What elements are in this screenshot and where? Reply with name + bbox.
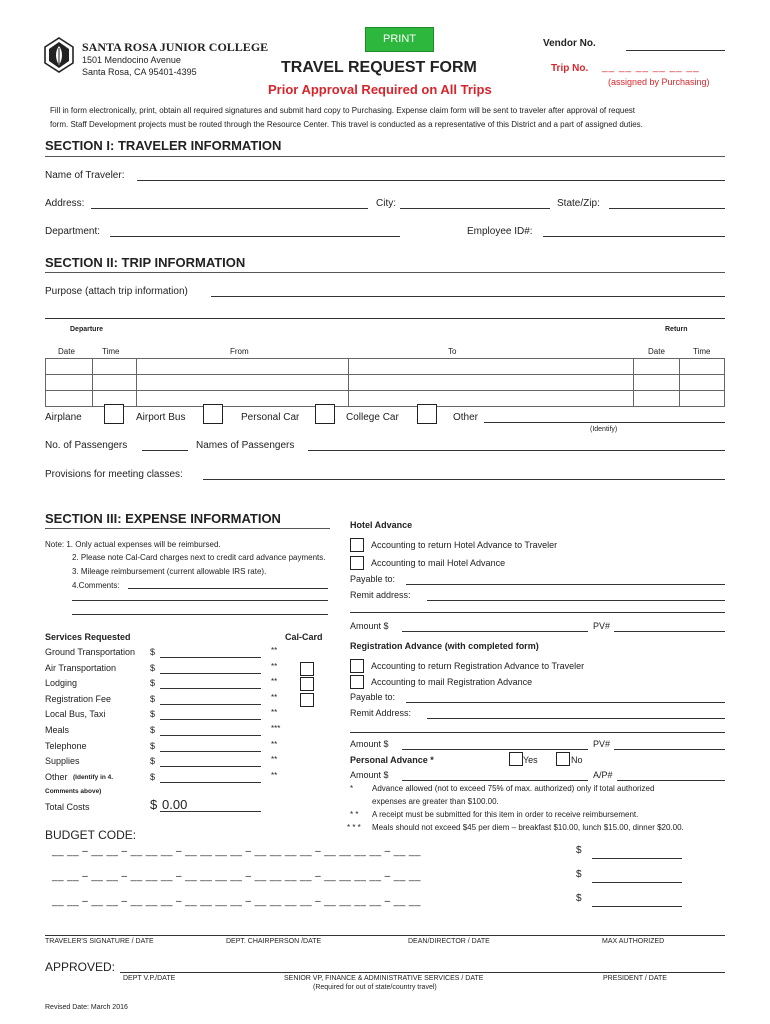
section1-title: SECTION I: TRAVELER INFORMATION xyxy=(45,138,282,153)
service-amount-field[interactable] xyxy=(160,735,261,736)
personal-ap-label: A/P# xyxy=(593,770,613,780)
senior-vp-signature-label: SENIOR VP, FINANCE & ADMINISTRATIVE SERVICES / DATE xyxy=(284,975,484,982)
hotel-payable-field[interactable] xyxy=(406,584,725,585)
section3-divider xyxy=(45,528,330,529)
section2-title: SECTION II: TRIP INFORMATION xyxy=(45,255,246,270)
col-date-depart: Date xyxy=(58,347,75,356)
table-cell[interactable] xyxy=(92,375,137,391)
traveler-signature-label: TRAVELER'S SIGNATURE / DATE xyxy=(45,938,154,945)
required-note: (Required for out of state/country travel) xyxy=(313,984,437,991)
table-cell[interactable] xyxy=(92,359,137,375)
total-costs-label: Total Costs xyxy=(45,802,90,812)
service-amount-field[interactable] xyxy=(160,704,261,705)
personal-advance-yes-label: Yes xyxy=(523,755,538,765)
president-signature-label: PRESIDENT / DATE xyxy=(603,975,667,982)
footnote-3: Meals should not exceed $45 per diem – breakfast $10.00, lunch $15.00, dinner $20.00. xyxy=(372,823,684,832)
note-2: 2. Please note Cal-Card charges next to credit card advance payments. xyxy=(72,553,326,562)
hotel-remit-field[interactable] xyxy=(427,600,725,601)
trip-number-field[interactable]: __ __ __ __ __ __ xyxy=(602,62,700,73)
personal-ap-field[interactable] xyxy=(617,780,725,781)
table-cell[interactable] xyxy=(137,375,348,391)
hotel-pv-label: PV# xyxy=(593,621,611,631)
table-cell[interactable] xyxy=(633,391,680,407)
table-cell[interactable] xyxy=(680,375,725,391)
identify-note: (Identify) xyxy=(590,426,618,433)
intro-line2: form. Staff Development projects must be routed through the Resource Center. This travel is conducted as a representative of this District and a part of assigned duties. xyxy=(50,120,643,129)
dean-signature-label: DEAN/DIRECTOR / DATE xyxy=(408,938,490,945)
purpose-field-line2[interactable] xyxy=(45,318,725,319)
hotel-pv-field[interactable] xyxy=(614,631,725,632)
comments-field-line2[interactable] xyxy=(72,600,328,601)
max-authorized-label: MAX AUTHORIZED xyxy=(602,938,665,945)
registration-mail-label: Accounting to mail Registration Advance xyxy=(371,677,533,687)
calcard-checkbox[interactable] xyxy=(300,693,314,707)
registration-pv-field[interactable] xyxy=(614,749,725,750)
hotel-remit-label: Remit address: xyxy=(350,590,411,600)
budget-amount-field-1[interactable] xyxy=(592,858,682,859)
col-date-return: Date xyxy=(648,347,665,356)
footnote-1-line1: Advance allowed (not to exceed 75% of max. authorized) only if total authorized xyxy=(372,784,655,793)
registration-pv-label: PV# xyxy=(593,739,611,749)
dept-vp-signature-label: DEPT V.P./DATE xyxy=(123,975,176,982)
table-cell[interactable] xyxy=(46,375,93,391)
comments-field[interactable] xyxy=(128,588,328,589)
service-footnote-mark: ** xyxy=(271,740,278,749)
budget-code-row-2[interactable]: __ __ – __ __ – __ __ __ – __ __ __ __ – __ __ __ __ – __ __ __ __ – __ __ xyxy=(52,871,421,882)
print-button[interactable]: PRINT xyxy=(365,27,434,52)
service-amount-field[interactable] xyxy=(160,751,261,752)
note-1: Note: 1. Only actual expenses will be reimbursed. xyxy=(45,540,221,549)
budget-dollar-2: $ xyxy=(576,869,582,880)
trip-assigned-note: (assigned by Purchasing) xyxy=(608,77,710,87)
service-label: Telephone xyxy=(45,741,87,751)
registration-payable-field[interactable] xyxy=(406,702,725,703)
section3-title: SECTION III: EXPENSE INFORMATION xyxy=(45,511,281,526)
intro-line1: Fill in form electronically, print, obtain all required signatures and submit hard copy to Purchasing. Expense claim form will be sent to traveler after approval of request xyxy=(50,106,636,115)
budget-code-label: BUDGET CODE: xyxy=(45,828,137,842)
other-label: Other xyxy=(453,412,479,423)
comments-field-line3[interactable] xyxy=(72,614,328,615)
service-dollar-sign: $ xyxy=(150,678,156,688)
service-amount-field[interactable] xyxy=(160,657,261,658)
signature-line-2[interactable] xyxy=(120,972,725,973)
college-name: SANTA ROSA JUNIOR COLLEGE xyxy=(82,40,269,54)
hotel-mail-label: Accounting to mail Hotel Advance xyxy=(371,558,506,568)
service-amount-field[interactable] xyxy=(160,688,261,689)
provisions-field[interactable] xyxy=(203,479,725,480)
service-footnote-mark: ** xyxy=(271,755,278,764)
service-amount-field[interactable] xyxy=(160,766,261,767)
other-transport-field[interactable] xyxy=(484,422,725,423)
service-footnote-mark: ** xyxy=(271,646,278,655)
departure-header: Departure xyxy=(70,326,104,333)
service-footnote-mark: ** xyxy=(271,662,278,671)
footnote-1-mark: * xyxy=(350,784,354,793)
registration-remit-field[interactable] xyxy=(427,718,725,719)
service-footnote-mark: *** xyxy=(271,724,281,733)
total-dollar-sign: $ xyxy=(150,797,158,812)
table-cell[interactable] xyxy=(348,359,633,375)
service-label: Ground Transportation xyxy=(45,647,136,657)
budget-amount-field-3[interactable] xyxy=(592,906,682,907)
signature-line-1[interactable] xyxy=(45,935,725,936)
employee-id-field[interactable] xyxy=(543,236,725,237)
form-subtitle: Prior Approval Required on All Trips xyxy=(268,82,492,97)
hotel-remit-field-line2[interactable] xyxy=(350,612,725,613)
service-dollar-sign: $ xyxy=(150,709,156,719)
section1-divider xyxy=(45,156,725,157)
table-cell[interactable] xyxy=(137,359,348,375)
table-row xyxy=(46,375,725,391)
college-seal-icon xyxy=(44,37,74,73)
footnote-3-mark: * * * xyxy=(347,823,361,832)
city-field[interactable] xyxy=(400,208,550,209)
college-address-line1: 1501 Mendocino Avenue xyxy=(82,55,181,65)
personal-amount-label: Amount $ xyxy=(350,770,389,780)
table-cell[interactable] xyxy=(633,375,680,391)
hotel-advance-header: Hotel Advance xyxy=(350,520,413,530)
table-cell[interactable] xyxy=(633,359,680,375)
hotel-mail-checkbox[interactable] xyxy=(350,556,364,570)
registration-remit-label: Remit Address: xyxy=(350,708,412,718)
hotel-amount-field[interactable] xyxy=(402,631,588,632)
comments-above-note: Comments above) xyxy=(45,788,102,795)
college-address-line2: Santa Rosa, CA 95401-4395 xyxy=(82,67,197,77)
department-label: Department: xyxy=(45,226,101,237)
footnote-1-line2: expenses are greater than $100.00. xyxy=(372,797,499,806)
service-dollar-sign: $ xyxy=(150,647,156,657)
services-header: Services Requested xyxy=(45,632,131,642)
chairperson-signature-label: DEPT. CHAIRPERSON /DATE xyxy=(226,938,322,945)
personal-car-label: Personal Car xyxy=(241,412,300,423)
col-to: To xyxy=(448,347,457,356)
table-row xyxy=(46,391,725,407)
airplane-checkbox[interactable] xyxy=(104,404,124,424)
state-label: State/Zip: xyxy=(557,198,600,209)
table-cell[interactable] xyxy=(46,391,93,407)
service-dollar-sign: $ xyxy=(150,741,156,751)
purpose-label: Purpose (attach trip information) xyxy=(45,286,188,297)
service-dollar-sign: $ xyxy=(150,663,156,673)
total-costs-field[interactable] xyxy=(160,811,261,812)
approved-label: APPROVED: xyxy=(45,960,116,974)
registration-advance-header: Registration Advance (with completed form) xyxy=(350,641,539,651)
personal-advance-yes-checkbox[interactable] xyxy=(509,752,523,766)
passenger-names-field[interactable] xyxy=(308,450,725,451)
service-amount-field[interactable] xyxy=(160,673,261,674)
note-3: 3. Mileage reimbursement (current allowable IRS rate). xyxy=(72,567,267,576)
airport-bus-checkbox[interactable] xyxy=(203,404,223,424)
trip-label: Trip No. xyxy=(551,63,589,74)
return-header: Return xyxy=(665,326,688,333)
address-field[interactable] xyxy=(91,208,368,209)
table-cell[interactable] xyxy=(46,359,93,375)
name-field[interactable] xyxy=(137,180,725,181)
personal-advance-no-label: No xyxy=(571,755,583,765)
other-identify-note: (Identify in 4. xyxy=(73,774,114,781)
registration-remit-field-line2[interactable] xyxy=(350,732,725,733)
service-footnote-mark: ** xyxy=(271,708,278,717)
note-4: 4.Comments: xyxy=(72,581,120,590)
footnote-2-mark: * * xyxy=(350,810,359,819)
budget-code-row-1[interactable]: __ __ – __ __ – __ __ __ – __ __ __ __ – __ __ __ __ – __ __ __ __ – __ __ xyxy=(52,846,421,857)
service-footnote-mark: ** xyxy=(271,693,278,702)
state-zip-field[interactable] xyxy=(609,208,725,209)
section2-divider xyxy=(45,272,725,273)
service-label: Air Transportation xyxy=(45,663,117,673)
calcard-checkbox[interactable] xyxy=(300,677,314,691)
airplane-label: Airplane xyxy=(45,412,82,423)
registration-return-label: Accounting to return Registration Advance to Traveler xyxy=(371,661,585,671)
service-amount-field[interactable] xyxy=(160,719,261,720)
college-car-label: College Car xyxy=(346,412,399,423)
budget-dollar-1: $ xyxy=(576,845,582,856)
col-time-return: Time xyxy=(693,347,711,356)
table-cell[interactable] xyxy=(680,391,725,407)
personal-advance-no-checkbox[interactable] xyxy=(556,752,570,766)
personal-advance-label: Personal Advance * xyxy=(350,755,434,765)
registration-return-checkbox[interactable] xyxy=(350,659,364,673)
service-label: Local Bus, Taxi xyxy=(45,709,106,719)
col-time-depart: Time xyxy=(102,347,120,356)
employee-id-label: Employee ID#: xyxy=(467,226,533,237)
personal-amount-field[interactable] xyxy=(402,780,588,781)
passengers-count-field[interactable] xyxy=(142,450,188,451)
table-cell[interactable] xyxy=(680,359,725,375)
registration-payable-label: Payable to: xyxy=(350,692,396,702)
department-field[interactable] xyxy=(110,236,400,237)
service-label: Supplies xyxy=(45,756,80,766)
table-cell[interactable] xyxy=(348,391,633,407)
service-dollar-sign: $ xyxy=(150,694,156,704)
budget-dollar-3: $ xyxy=(576,893,582,904)
service-label: Registration Fee xyxy=(45,694,112,704)
service-dollar-sign: $ xyxy=(150,756,156,766)
service-label: Meals xyxy=(45,725,70,735)
hotel-payable-label: Payable to: xyxy=(350,574,396,584)
form-title: TRAVEL REQUEST FORM xyxy=(281,59,477,76)
calcard-checkbox[interactable] xyxy=(300,662,314,676)
budget-amount-field-2[interactable] xyxy=(592,882,682,883)
passengers-label: No. of Passengers xyxy=(45,440,128,451)
total-costs-value: 0.00 xyxy=(162,797,188,812)
hotel-return-label: Accounting to return Hotel Advance to Traveler xyxy=(371,540,558,550)
personal-car-checkbox[interactable] xyxy=(315,404,335,424)
service-label: Other xyxy=(45,772,68,782)
passenger-names-label: Names of Passengers xyxy=(196,440,295,451)
airport-bus-label: Airport Bus xyxy=(136,412,186,423)
col-from: From xyxy=(230,347,249,356)
service-amount-field[interactable] xyxy=(160,782,261,783)
footnote-2: A receipt must be submitted for this item in order to receive reimbursement. xyxy=(372,810,639,819)
address-label: Address: xyxy=(45,198,85,209)
vendor-field[interactable] xyxy=(626,50,725,51)
table-row xyxy=(46,359,725,375)
registration-amount-field[interactable] xyxy=(402,749,588,750)
college-car-checkbox[interactable] xyxy=(417,404,437,424)
service-footnote-mark: ** xyxy=(271,677,278,686)
table-cell[interactable] xyxy=(348,375,633,391)
registration-mail-checkbox[interactable] xyxy=(350,675,364,689)
revised-date: Revised Date: March 2016 xyxy=(45,1004,128,1011)
calcard-header: Cal-Card xyxy=(285,632,323,642)
name-label: Name of Traveler: xyxy=(45,170,125,181)
purpose-field[interactable] xyxy=(211,296,725,297)
hotel-amount-label: Amount $ xyxy=(350,621,389,631)
service-dollar-sign: $ xyxy=(150,725,156,735)
hotel-return-checkbox[interactable] xyxy=(350,538,364,552)
service-footnote-mark: ** xyxy=(271,771,278,780)
service-dollar-sign: $ xyxy=(150,772,156,782)
service-label: Lodging xyxy=(45,678,78,688)
vendor-label: Vendor No. xyxy=(543,38,596,49)
provisions-label: Provisions for meeting classes: xyxy=(45,469,183,480)
budget-code-row-3[interactable]: __ __ – __ __ – __ __ __ – __ __ __ __ – __ __ __ __ – __ __ __ __ – __ __ xyxy=(52,896,421,907)
city-label: City: xyxy=(376,198,396,209)
registration-amount-label: Amount $ xyxy=(350,739,389,749)
trip-itinerary-table xyxy=(45,358,725,407)
